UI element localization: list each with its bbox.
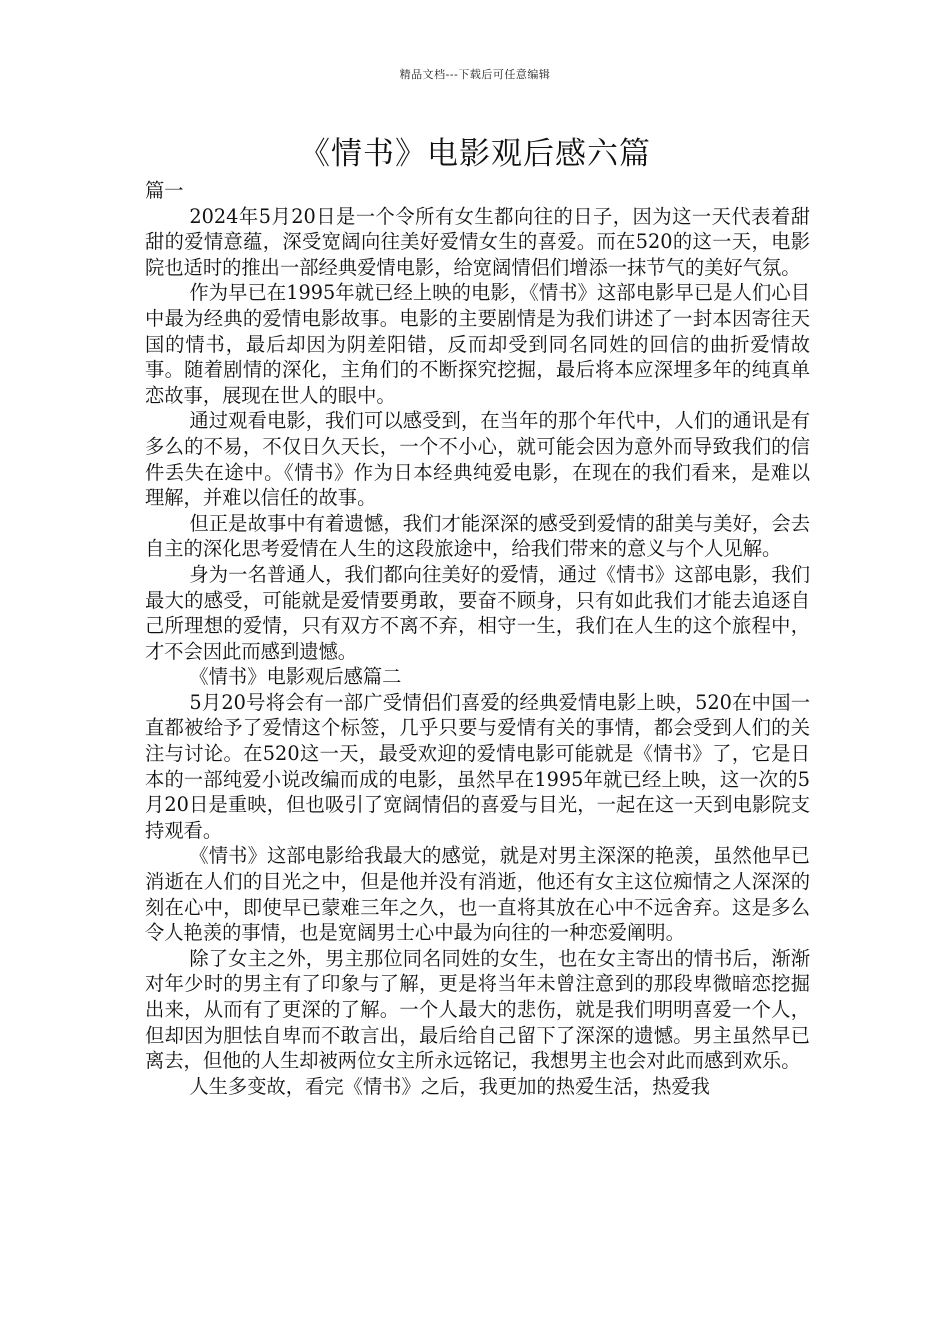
paragraph: 《情书》这部电影给我最大的感觉，就是对男主深深的艳羡，虽然他早已消逝在人们的目光之中，但是他并没有消逝，他还有女主这位痴情之人深深的刻在心中，即使早已蒙难三年之久，也一直将其放在心中不远舍弃。这是多么令人艳羡的事情，也是宽阔男士心中最为向往的一种恋爱阐明。	[145, 844, 810, 945]
paragraph: 身为一名普通人，我们都向往美好的爱情，通过《情书》这部电影，我们最大的感受，可能就是爱情要勇敢，要奋不顾身，只有如此我们才能去追逐自己所理想的爱情，只有双方不离不弃，相守一生，我们在人生的这个旅程中，才不会因此而感到遗憾。	[145, 562, 810, 663]
document-body	[145, 178, 810, 1099]
paragraph: 2024年5月20日是一个令所有女生都向往的日子，因为这一天代表着甜甜的爱情意蕴，深受宽阔向往美好爱情女生的喜爱。而在520的这一天，电影院也适时的推出一部经典爱情电影，给宽阔情侣们增添一抹节气的美好气氛。	[145, 204, 810, 279]
paragraph: 5月20号将会有一部广受情侣们喜爱的经典爱情电影上映，520在中国一直都被给予了爱情这个标签，几乎只要与爱情有关的事情，都会受到人们的关注与讨论。在520这一天，最受欢迎的爱情电影可能就是《情书》了，它是日本的一部纯爱小说改编而成的电影，虽然早在1995年就已经上映，这一次的5月20日是重映，但也吸引了宽阔情侣的喜爱与目光，一起在这一天到电影院支持观看。	[145, 690, 810, 842]
header-note: 精品文档---下载后可任意编辑	[399, 68, 551, 81]
section-heading: 《情书》电影观后感篇二	[189, 665, 402, 689]
document-title: 《情书》电影观后感六篇	[299, 136, 651, 172]
section-label: 篇一	[145, 179, 184, 202]
paragraph: 但正是故事中有着遗憾，我们才能深深的感受到爱情的甜美与美好，会去自主的深化思考爱情在人生的这段旅途中，给我们带来的意义与个人见解。	[145, 511, 810, 561]
paragraph: 作为早已在1995年就已经上映的电影，《情书》这部电影早已是人们心目中最为经典的爱情电影故事。电影的主要剧情是为我们讲述了一封本因寄往天国的情书，最后却因为阴差阳错，反而却受到同名同姓的回信的曲折爱情故事。随着剧情的深化，主角们的不断探究挖掘，最后将本应深埋多年的纯真单恋故事，展现在世人的眼中。	[145, 281, 810, 407]
paragraph: 除了女主之外，男主那位同名同姓的女生，也在女主寄出的情书后，渐渐对年少时的男主有了印象与了解，更是将当年未曾注意到的那段卑微暗恋挖掘出来，从而有了更深的了解。一个人最大的悲伤，就是我们明明喜爱一个人，但却因为胆怯自卑而不敢言出，最后给自己留下了深深的遗憾。男主虽然早已离去，但他的人生却被两位女主所永远铭记，我想男主也会对此而感到欢乐。	[145, 946, 810, 1073]
paragraph: 通过观看电影，我们可以感受到，在当年的那个年代中，人们的通讯是有多么的不易，不仅日久天长，一个不小心，就可能会因为意外而导致我们的信件丢失在途中。《情书》作为日本经典纯爱电影，在现在的我们看来，是难以理解，并难以信任的故事。	[145, 409, 810, 510]
paragraph: 人生多变故，看完《情书》之后，我更加的热爱生活，热爱我	[189, 1074, 710, 1098]
